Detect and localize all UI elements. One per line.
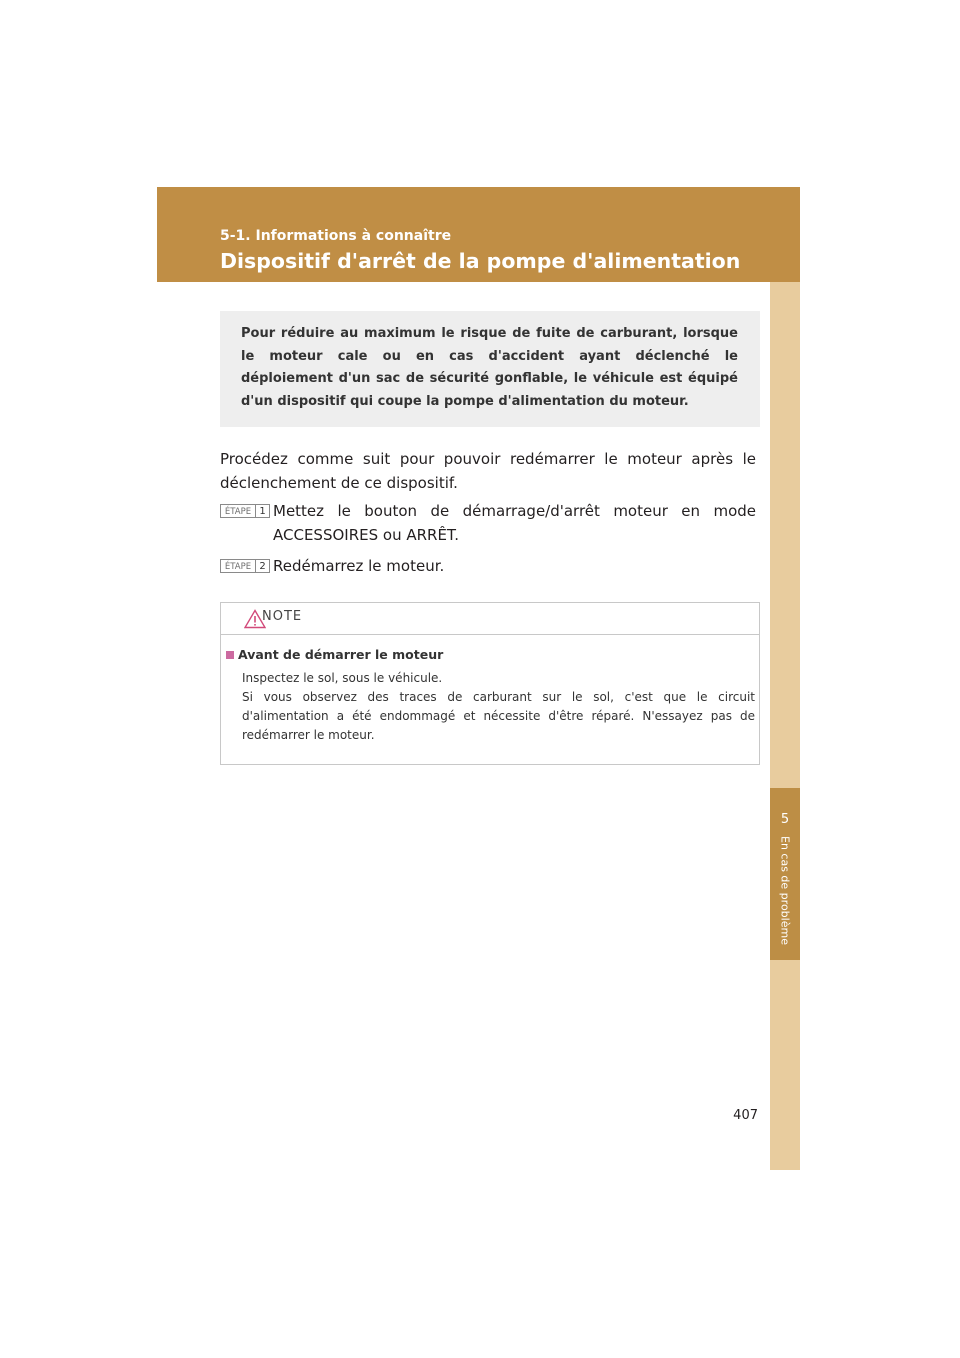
notice-header — [221, 603, 759, 635]
step-text-line: Mettez le bouton de démarrage/d'arrêt moteur en mode — [273, 502, 756, 520]
step-text — [273, 499, 756, 547]
step-badge-number: 2 — [256, 559, 270, 573]
step-text-line: ACCESSOIRES ou ARRÊT. — [273, 526, 460, 544]
intro-text: Pour réduire au maximum le risque de fuite de carburant, lorsque le moteur cale ou en cas d'accident ayant déclenché le déploiement d'un sac de sécurité gonflable, le véhicule est équipé d'un dispositif qui coupe la pompe d'alimentation du moteur. — [241, 326, 738, 409]
page-title: Dispositif d'arrêt de la pompe d'alimentation — [220, 249, 741, 273]
step-text: Redémarrez le moteur. — [273, 557, 445, 575]
notice-body — [242, 669, 755, 745]
notice-body-line: Inspectez le sol, sous le véhicule. — [242, 671, 443, 685]
intro-box — [220, 311, 760, 427]
step-badge-number: 1 — [256, 504, 270, 518]
header-bar — [157, 187, 800, 282]
step-badge-label: ÉTAPE — [220, 504, 256, 518]
chapter-tab[interactable] — [770, 788, 800, 960]
body-paragraph: Procédez comme suit pour pouvoir redémarrer le moteur après le déclenchement de ce dispositif. — [220, 450, 756, 492]
chapter-label: En cas de problème — [778, 835, 792, 945]
notice-box — [220, 602, 760, 765]
page-number: 407 — [733, 1108, 758, 1123]
notice-subheading-text: Avant de démarrer le moteur — [238, 647, 444, 662]
step-badge-label: ÉTAPE — [220, 559, 256, 573]
step-badge — [220, 504, 271, 518]
chapter-number: 5 — [780, 812, 790, 827]
section-label: 5-1. Informations à connaître — [220, 228, 452, 244]
notice-body-line: Si vous observez des traces de carburant sur le sol, c'est que le circuit d'alimentation a été endommagé et nécessite d'être réparé. N'essayez pas de redémarrer le moteur. — [242, 690, 755, 742]
notice-title: NOTE — [262, 609, 303, 624]
square-bullet-icon — [226, 651, 234, 659]
notice-subheading — [226, 647, 443, 662]
step-badge — [220, 559, 271, 573]
side-strip — [770, 282, 800, 1170]
